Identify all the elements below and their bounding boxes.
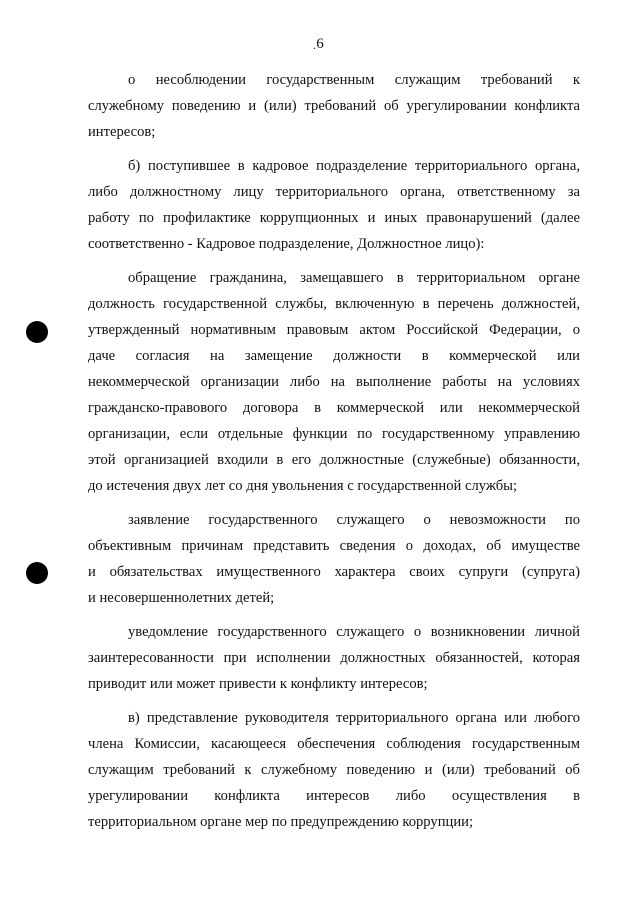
- text-line: члена Комиссии, касающееся обеспечения соблюдения государственным: [88, 736, 580, 752]
- punch-hole-top: [26, 321, 48, 343]
- text-line: обращение гражданина, замещавшего в территориальном органе: [128, 270, 580, 286]
- text-line: должность государственной службы, включенную в перечень должностей,: [88, 296, 580, 312]
- text-line: урегулировании конфликта интересов либо осуществления в: [88, 788, 580, 804]
- text-line: уведомление государственного служащего о возникновении личной: [128, 624, 580, 640]
- text-line: утвержденный нормативным правовым актом Российской Федерации, о: [88, 322, 580, 338]
- text-line: и несовершеннолетних детей;: [88, 590, 275, 606]
- page-number-text: 6: [316, 36, 324, 52]
- text-line: объективным причинам представить сведения о доходах, об имуществе: [88, 538, 580, 554]
- document-body: [88, 67, 580, 843]
- text-line: гражданско-правового договора в коммерческой или некоммерческой: [88, 400, 580, 416]
- text-line: в) представление руководителя территориального органа или любого: [128, 710, 580, 726]
- text-line: территориальном органе мер по предупреждению коррупции;: [88, 814, 474, 830]
- paragraph-6: [88, 705, 580, 835]
- text-line: этой организацией входили в его должностные (служебные) обязанности,: [88, 452, 580, 468]
- paragraph-2: [88, 153, 580, 257]
- text-line: либо должностному лицу территориального органа, ответственному за: [88, 184, 580, 200]
- text-line: некоммерческой организации либо на выполнение работы на условиях: [88, 374, 580, 390]
- text-line: о несоблюдении государственным служащим требований к: [128, 72, 580, 88]
- paragraph-4: [88, 507, 580, 611]
- paragraph-3: [88, 265, 580, 499]
- text-line: работу по профилактике коррупционных и иных правонарушений (далее: [88, 210, 580, 226]
- text-line: даче согласия на замещение должности в коммерческой или: [88, 348, 580, 364]
- paragraph-5: [88, 619, 580, 697]
- paragraph-1: [88, 67, 580, 145]
- text-line: и обязательствах имущественного характера своих супруги (супруга): [88, 564, 580, 580]
- text-line: служащим требований к служебному поведению и (или) требований об: [88, 762, 580, 778]
- text-line: соответственно - Кадровое подразделение, Должностное лицо):: [88, 236, 485, 252]
- text-line: приводит или может привести к конфликту интересов;: [88, 676, 428, 692]
- text-line: заинтересованности при исполнении должностных обязанностей, которая: [88, 650, 580, 666]
- text-line: интересов;: [88, 124, 156, 140]
- text-line: до истечения двух лет со дня увольнения с государственной службы;: [88, 478, 518, 494]
- text-line: служебному поведению и (или) требований об урегулировании конфликта: [88, 98, 580, 114]
- text-line: заявление государственного служащего о невозможности по: [128, 512, 580, 528]
- punch-hole-bottom: [26, 562, 48, 584]
- text-line: организации, если отдельные функции по государственному управлению: [88, 426, 580, 442]
- page-number: [0, 36, 640, 53]
- page-mark: .: [313, 38, 316, 52]
- text-line: б) поступившее в кадровое подразделение территориального органа,: [128, 158, 580, 174]
